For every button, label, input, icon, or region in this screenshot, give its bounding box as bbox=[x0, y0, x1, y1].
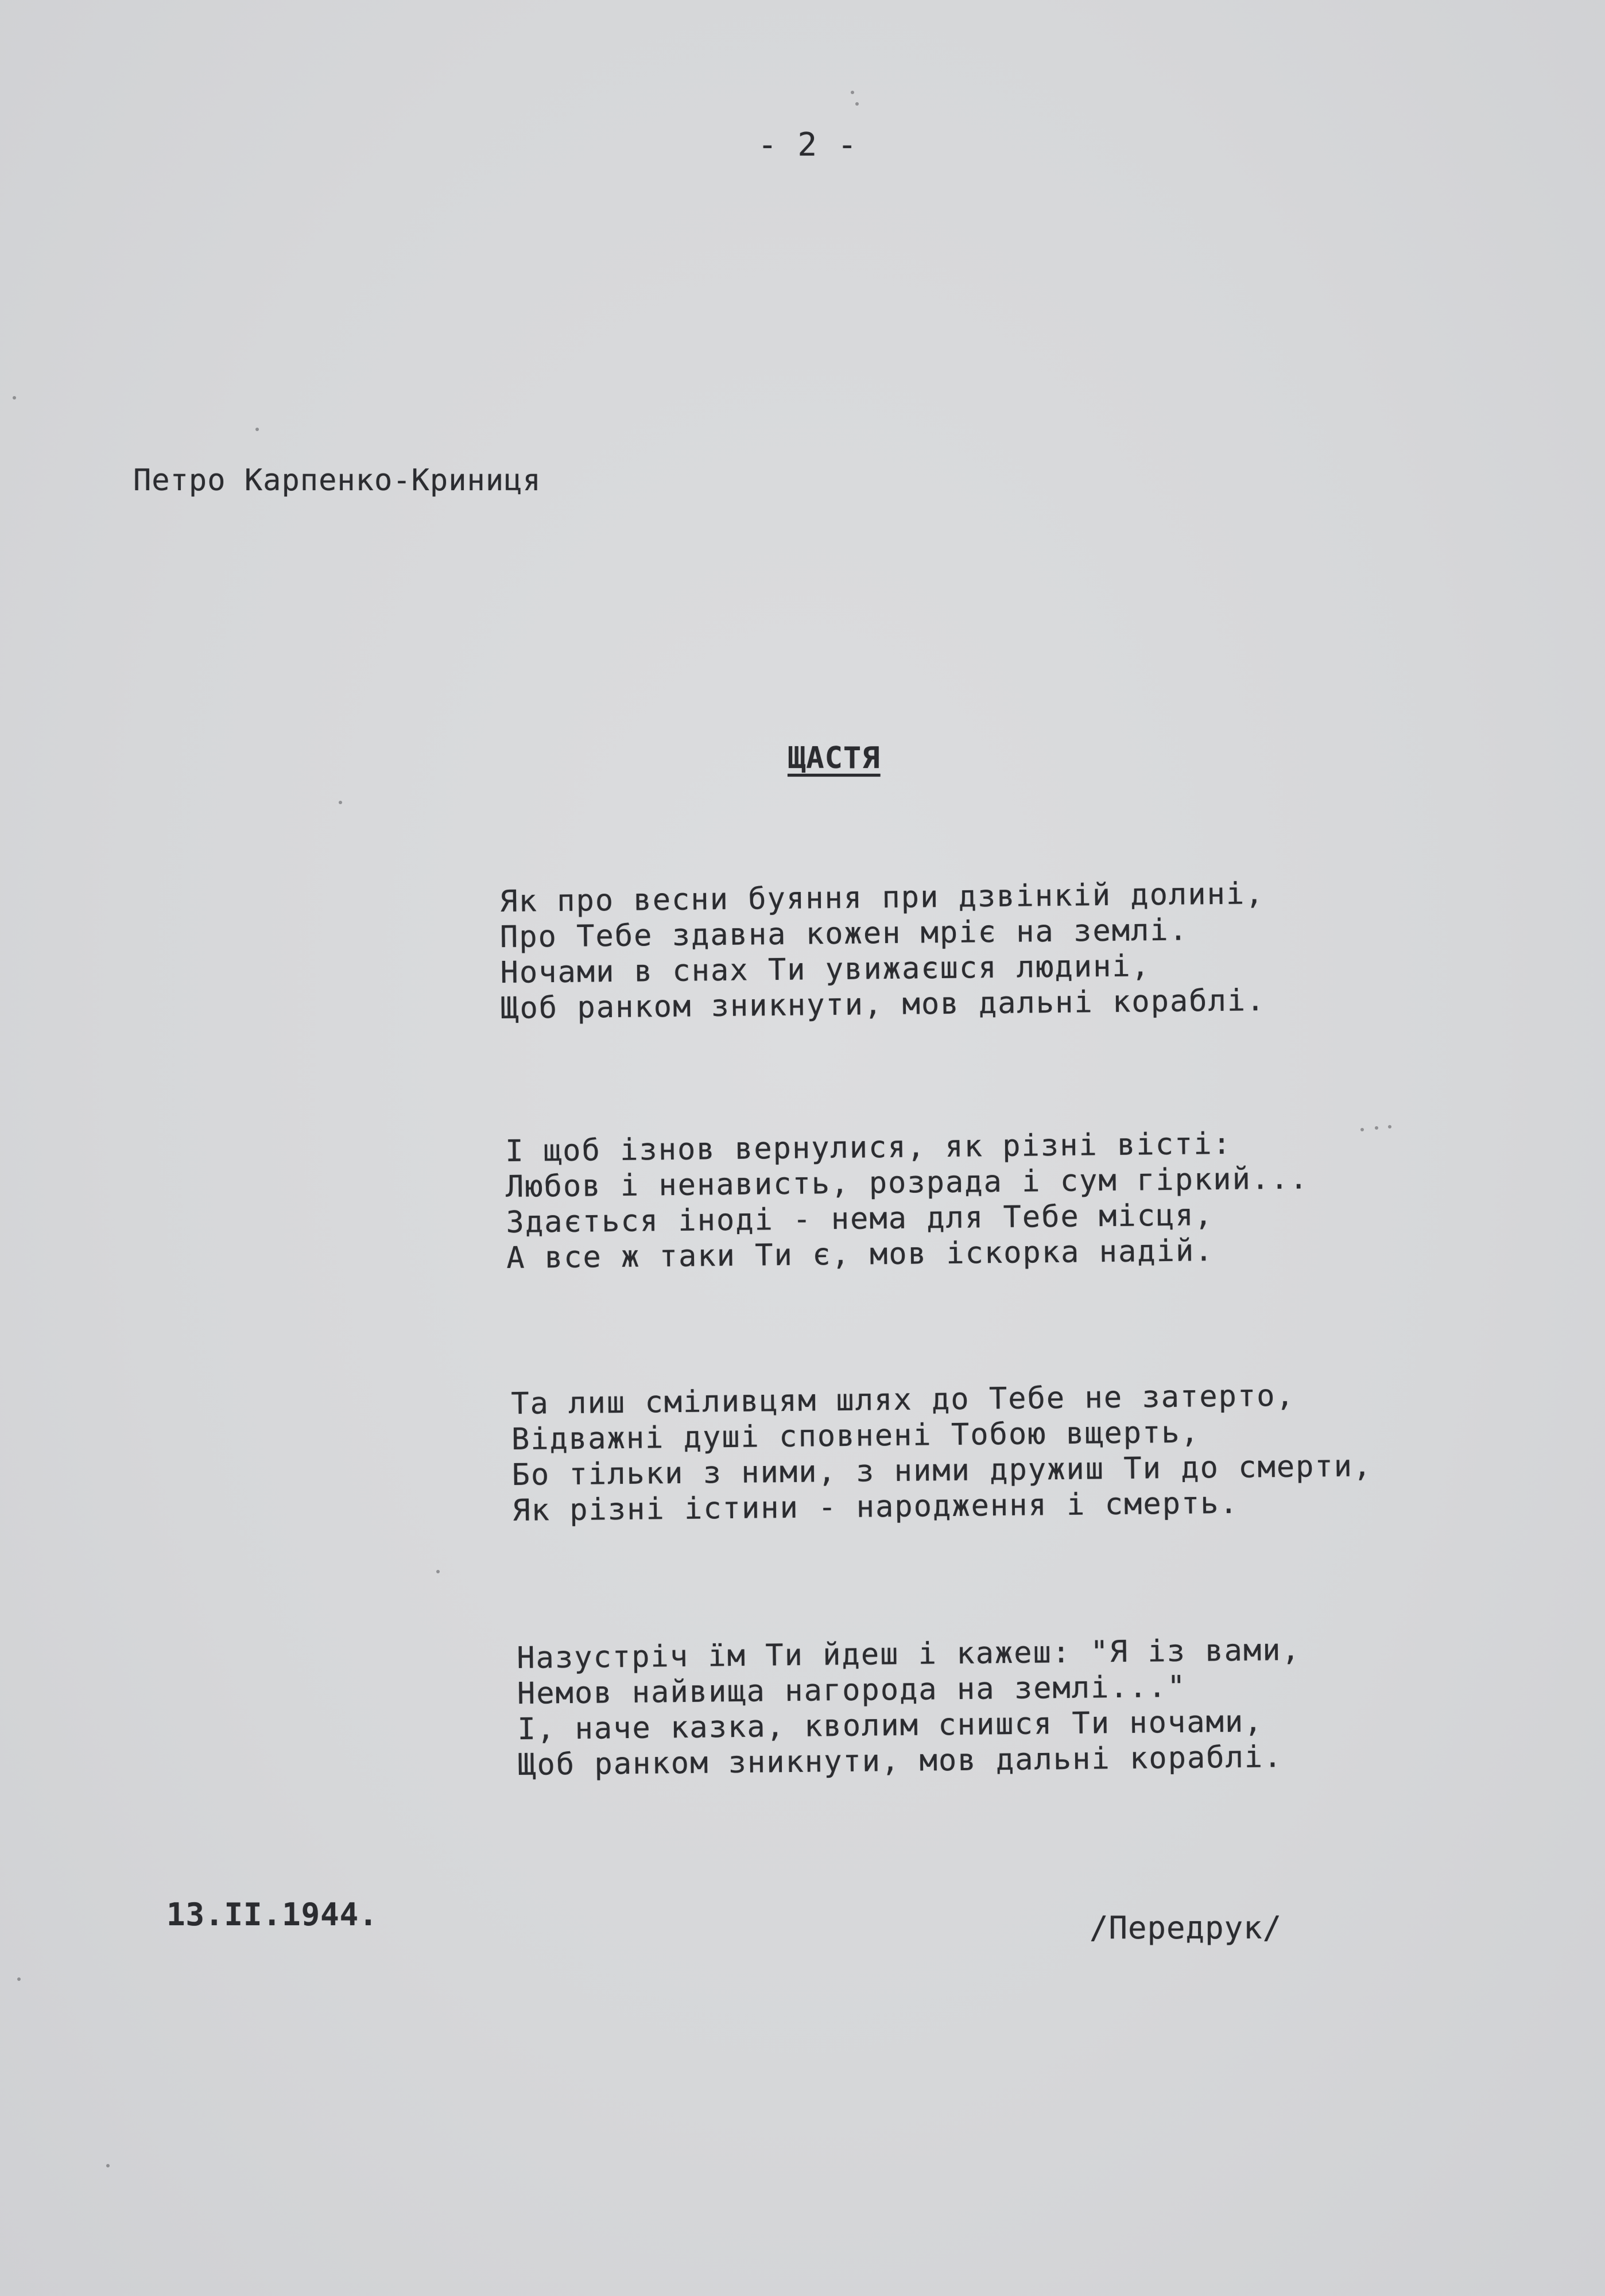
poem-line: Щоб ранком зникнути, мов дальні кораблі. bbox=[500, 983, 1266, 1026]
poem-line: Відважні душі сповнені Тобою вщерть, bbox=[511, 1415, 1200, 1457]
poem-line: І щоб ізнов вернулися, як різні вісті: bbox=[505, 1126, 1232, 1169]
stanza-2 bbox=[505, 1125, 1309, 1276]
poem-line: Бо тільки з ними, з ними дружиш Ти до смерти, bbox=[511, 1449, 1373, 1492]
poem-line: Про Тебе здавна кожен мріє на землі. bbox=[499, 913, 1189, 955]
poem-line: Як різні істини - народження і смерть. bbox=[511, 1486, 1239, 1528]
paper-speck bbox=[1388, 1125, 1391, 1128]
author-name: Петро Карпенко-Криниця bbox=[133, 463, 541, 498]
paper-speck bbox=[255, 428, 259, 431]
poem-line: Як про весни буяння при дзвінкій долині, bbox=[499, 876, 1265, 919]
poem-line: Щоб ранком зникнути, мов дальні кораблі. bbox=[517, 1740, 1283, 1782]
poem-line: І, наче казка, кволим снишся Ти ночами, bbox=[517, 1704, 1263, 1747]
paper-speck bbox=[13, 396, 16, 400]
paper-speck bbox=[339, 801, 342, 804]
paper-speck bbox=[1360, 1128, 1364, 1131]
paper-speck bbox=[436, 1570, 440, 1573]
paper-speck bbox=[1375, 1126, 1378, 1130]
poem-line: Та лиш сміливцям шлях до Тебе не затерто, bbox=[511, 1378, 1296, 1421]
poem-line: Ночами в снах Ти увижаєшся людині, bbox=[500, 949, 1151, 990]
stanza-1 bbox=[499, 876, 1266, 1026]
poem-line: Немов найвища нагорода на землі..." bbox=[517, 1669, 1187, 1711]
paper-speck bbox=[106, 2164, 110, 2167]
page-number: - 2 - bbox=[758, 126, 858, 164]
stanza-4 bbox=[517, 1632, 1302, 1783]
poem-line: Любов і ненависть, розрада і сум гіркий... bbox=[505, 1161, 1309, 1204]
poem-line: Здається іноді - нема для Тебе місця, bbox=[506, 1198, 1214, 1240]
poem-line: Назустріч їм Ти йдеш і кажеш: "Я із вами, bbox=[517, 1632, 1301, 1676]
poem-title: ЩАСТЯ bbox=[788, 741, 881, 775]
paper-speck bbox=[17, 1977, 21, 1981]
paper-speck bbox=[851, 91, 854, 94]
poem-line: А все ж таки Ти є, мов іскорка надій. bbox=[506, 1234, 1214, 1275]
paper-speck bbox=[855, 102, 859, 106]
stanza-3 bbox=[511, 1377, 1373, 1529]
reprint-note: /Передрук/ bbox=[1090, 1910, 1282, 1946]
document-date: 13.II.1944. bbox=[166, 1896, 378, 1933]
